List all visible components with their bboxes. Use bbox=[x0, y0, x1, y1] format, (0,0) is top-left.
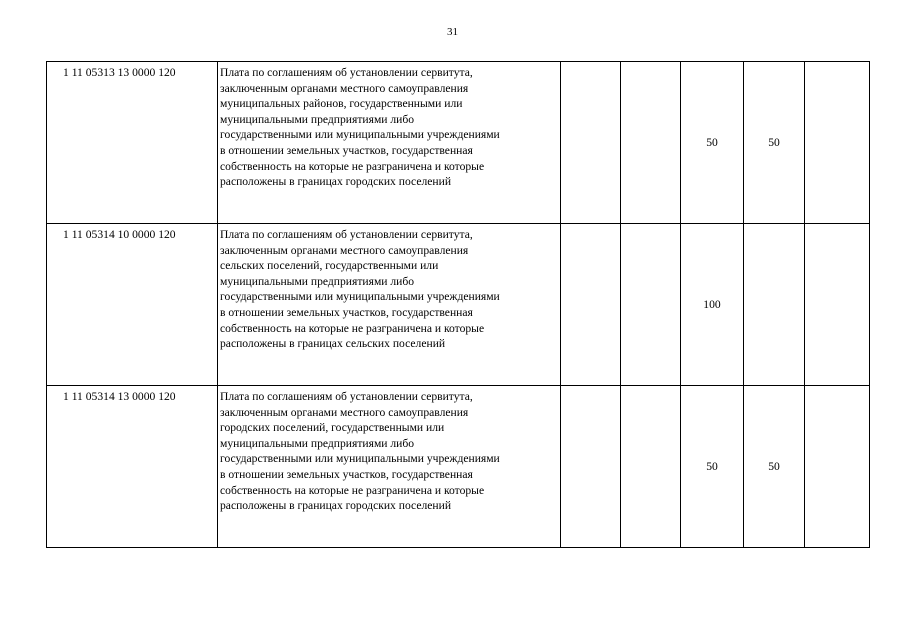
description-line: Плата по соглашениям об установлении сервитута, bbox=[220, 390, 473, 403]
value-cell bbox=[561, 62, 621, 224]
value-cell: 50 bbox=[744, 386, 805, 548]
description-line: расположены в границах сельских поселений bbox=[220, 337, 446, 351]
description-line: муниципальными предприятиями либо bbox=[220, 274, 415, 288]
description-line: расположены в границах городских поселений bbox=[220, 499, 452, 513]
value-cell bbox=[621, 62, 681, 224]
description-line: заключенным органами местного самоуправления bbox=[220, 81, 469, 95]
description-line: расположены в границах городских поселений bbox=[220, 175, 452, 189]
code-cell: 1 11 05314 10 0000 120 bbox=[47, 224, 218, 386]
description-line: сельских поселений, государственными или bbox=[220, 259, 439, 273]
table-row bbox=[47, 62, 870, 224]
description-line: собственность на которые не разграничена и которые bbox=[220, 483, 485, 497]
value-cell: 100 bbox=[681, 224, 744, 386]
table-row bbox=[47, 224, 870, 386]
description-line: заключенным органами местного самоуправления bbox=[220, 405, 469, 419]
code-cell: 1 11 05313 13 0000 120 bbox=[47, 62, 218, 224]
description-line: в отношении земельных участков, государственная bbox=[220, 467, 473, 481]
value-cell: 50 bbox=[681, 62, 744, 224]
table-row bbox=[47, 386, 870, 548]
description-line: собственность на которые не разграничена и которые bbox=[220, 321, 485, 335]
value-cell bbox=[621, 224, 681, 386]
description-line: муниципальными предприятиями либо bbox=[220, 436, 415, 450]
description-line: заключенным органами местного самоуправления bbox=[220, 243, 469, 257]
value-cell bbox=[561, 386, 621, 548]
description-cell bbox=[218, 62, 561, 224]
value-cell bbox=[805, 62, 870, 224]
value-cell: 50 bbox=[744, 62, 805, 224]
description-line: Плата по соглашениям об установлении сервитута, bbox=[220, 228, 473, 241]
description-line: государственными или муниципальными учреждениями bbox=[220, 290, 500, 304]
value-cell bbox=[621, 386, 681, 548]
budget-table bbox=[46, 61, 870, 548]
value-cell bbox=[744, 224, 805, 386]
value-cell: 50 bbox=[681, 386, 744, 548]
value-cell bbox=[805, 386, 870, 548]
description-cell bbox=[218, 224, 561, 386]
description-line: в отношении земельных участков, государственная bbox=[220, 143, 473, 157]
description-line: государственными или муниципальными учреждениями bbox=[220, 128, 500, 142]
code-cell: 1 11 05314 13 0000 120 bbox=[47, 386, 218, 548]
description-line: городских поселений, государственными или bbox=[220, 421, 445, 435]
description-line: Плата по соглашениям об установлении сервитута, bbox=[220, 66, 473, 79]
value-cell bbox=[561, 224, 621, 386]
description-line: государственными или муниципальными учреждениями bbox=[220, 452, 500, 466]
description-line: муниципальными предприятиями либо bbox=[220, 112, 415, 126]
page-number: 31 bbox=[447, 26, 458, 38]
description-line: в отношении земельных участков, государственная bbox=[220, 305, 473, 319]
description-line: муниципальных районов, государственными или bbox=[220, 97, 463, 111]
description-cell bbox=[218, 386, 561, 548]
description-line: собственность на которые не разграничена и которые bbox=[220, 159, 485, 173]
value-cell bbox=[805, 224, 870, 386]
